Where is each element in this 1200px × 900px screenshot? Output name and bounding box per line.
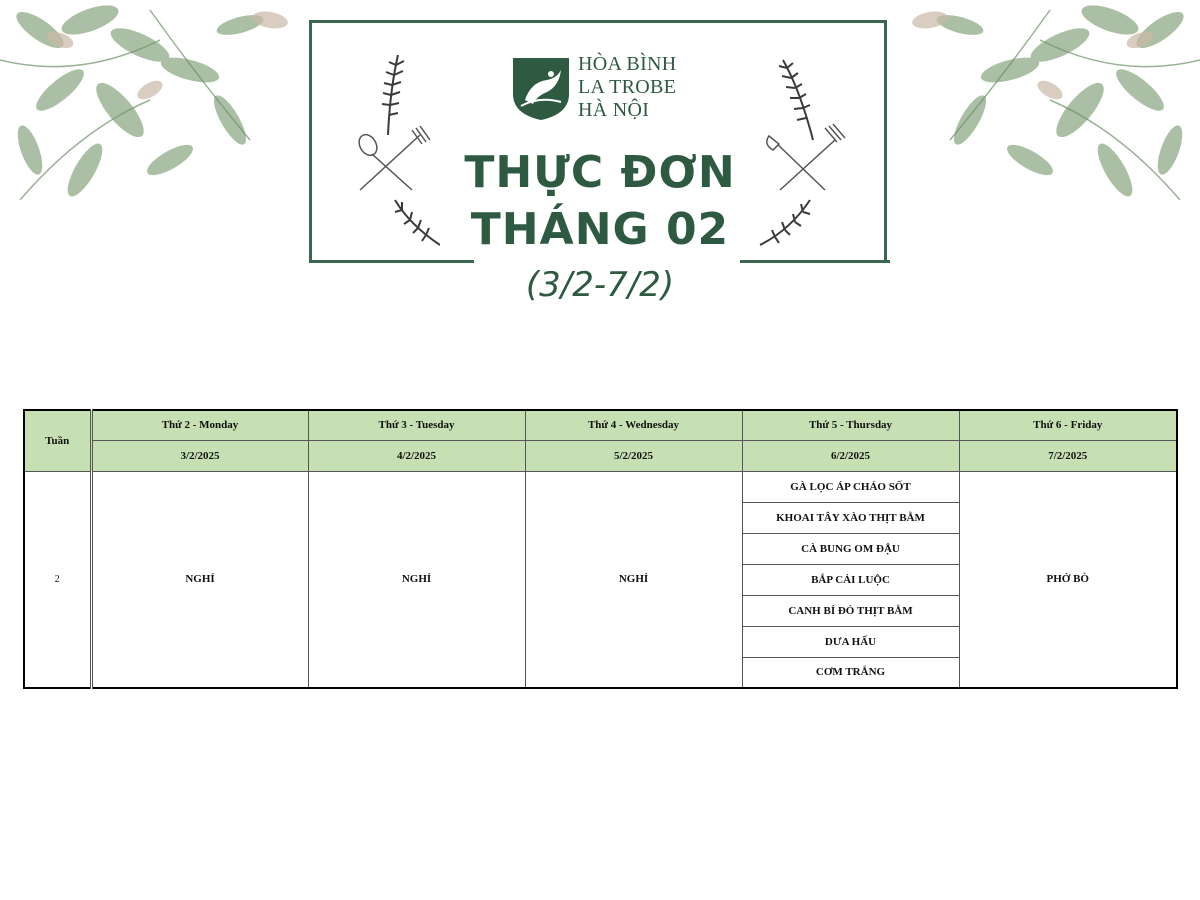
table-date-row [24,440,1177,471]
date-thursday: 6/2/2025 [742,440,959,471]
date-wednesday: 5/2/2025 [525,440,742,471]
day-header-thursday: Thứ 5 - Thursday [742,410,959,440]
page-title-line-2: THÁNG 02 [470,204,730,255]
table-row [24,471,1177,502]
day-header-tuesday: Thứ 3 - Tuesday [308,410,525,440]
day-header-wednesday: Thứ 4 - Wednesday [525,410,742,440]
tuesday-menu-cell: NGHỈ [308,471,525,688]
frame-line-right [740,260,890,263]
monday-menu-cell: NGHỈ [91,471,308,688]
page-title-line-1: THỰC ĐƠN [464,147,736,198]
table-header-row [24,410,1177,440]
date-tuesday: 4/2/2025 [308,440,525,471]
friday-menu-cell: PHỞ BÒ [959,471,1177,688]
date-friday: 7/2/2025 [959,440,1177,471]
week-number-cell: 2 [24,471,91,688]
school-name-line-2: LA TROBE [578,76,677,98]
thursday-dish-6: DƯA HẤU [742,626,959,657]
week-column-header: Tuần [24,410,91,471]
school-name-line-3: HÀ NỘI [578,99,650,121]
thursday-dish-3: CÀ BUNG OM ĐẬU [742,533,959,564]
day-header-friday: Thứ 6 - Friday [959,410,1177,440]
date-range-subtitle: (3/2-7/2) [525,265,675,305]
thursday-dish-1: GÀ LỌC ÁP CHẢO SỐT [742,471,959,502]
leaves-decoration-right [900,0,1200,230]
thursday-dish-7: CƠM TRẮNG [742,657,959,688]
school-logo-icon [511,56,571,122]
wednesday-menu-cell: NGHỈ [525,471,742,688]
thursday-dish-2: KHOAI TÂY XÀO THỊT BẰM [742,502,959,533]
school-name-line-1: HÒA BÌNH [578,53,677,75]
school-name [578,53,677,122]
menu-table [23,409,1178,689]
day-header-monday: Thứ 2 - Monday [91,410,308,440]
thursday-dish-4: BẮP CẢI LUỘC [742,564,959,595]
date-monday: 3/2/2025 [91,440,308,471]
leaves-decoration-left [0,0,300,230]
thursday-dish-5: CANH BÍ ĐỎ THỊT BẰM [742,595,959,626]
